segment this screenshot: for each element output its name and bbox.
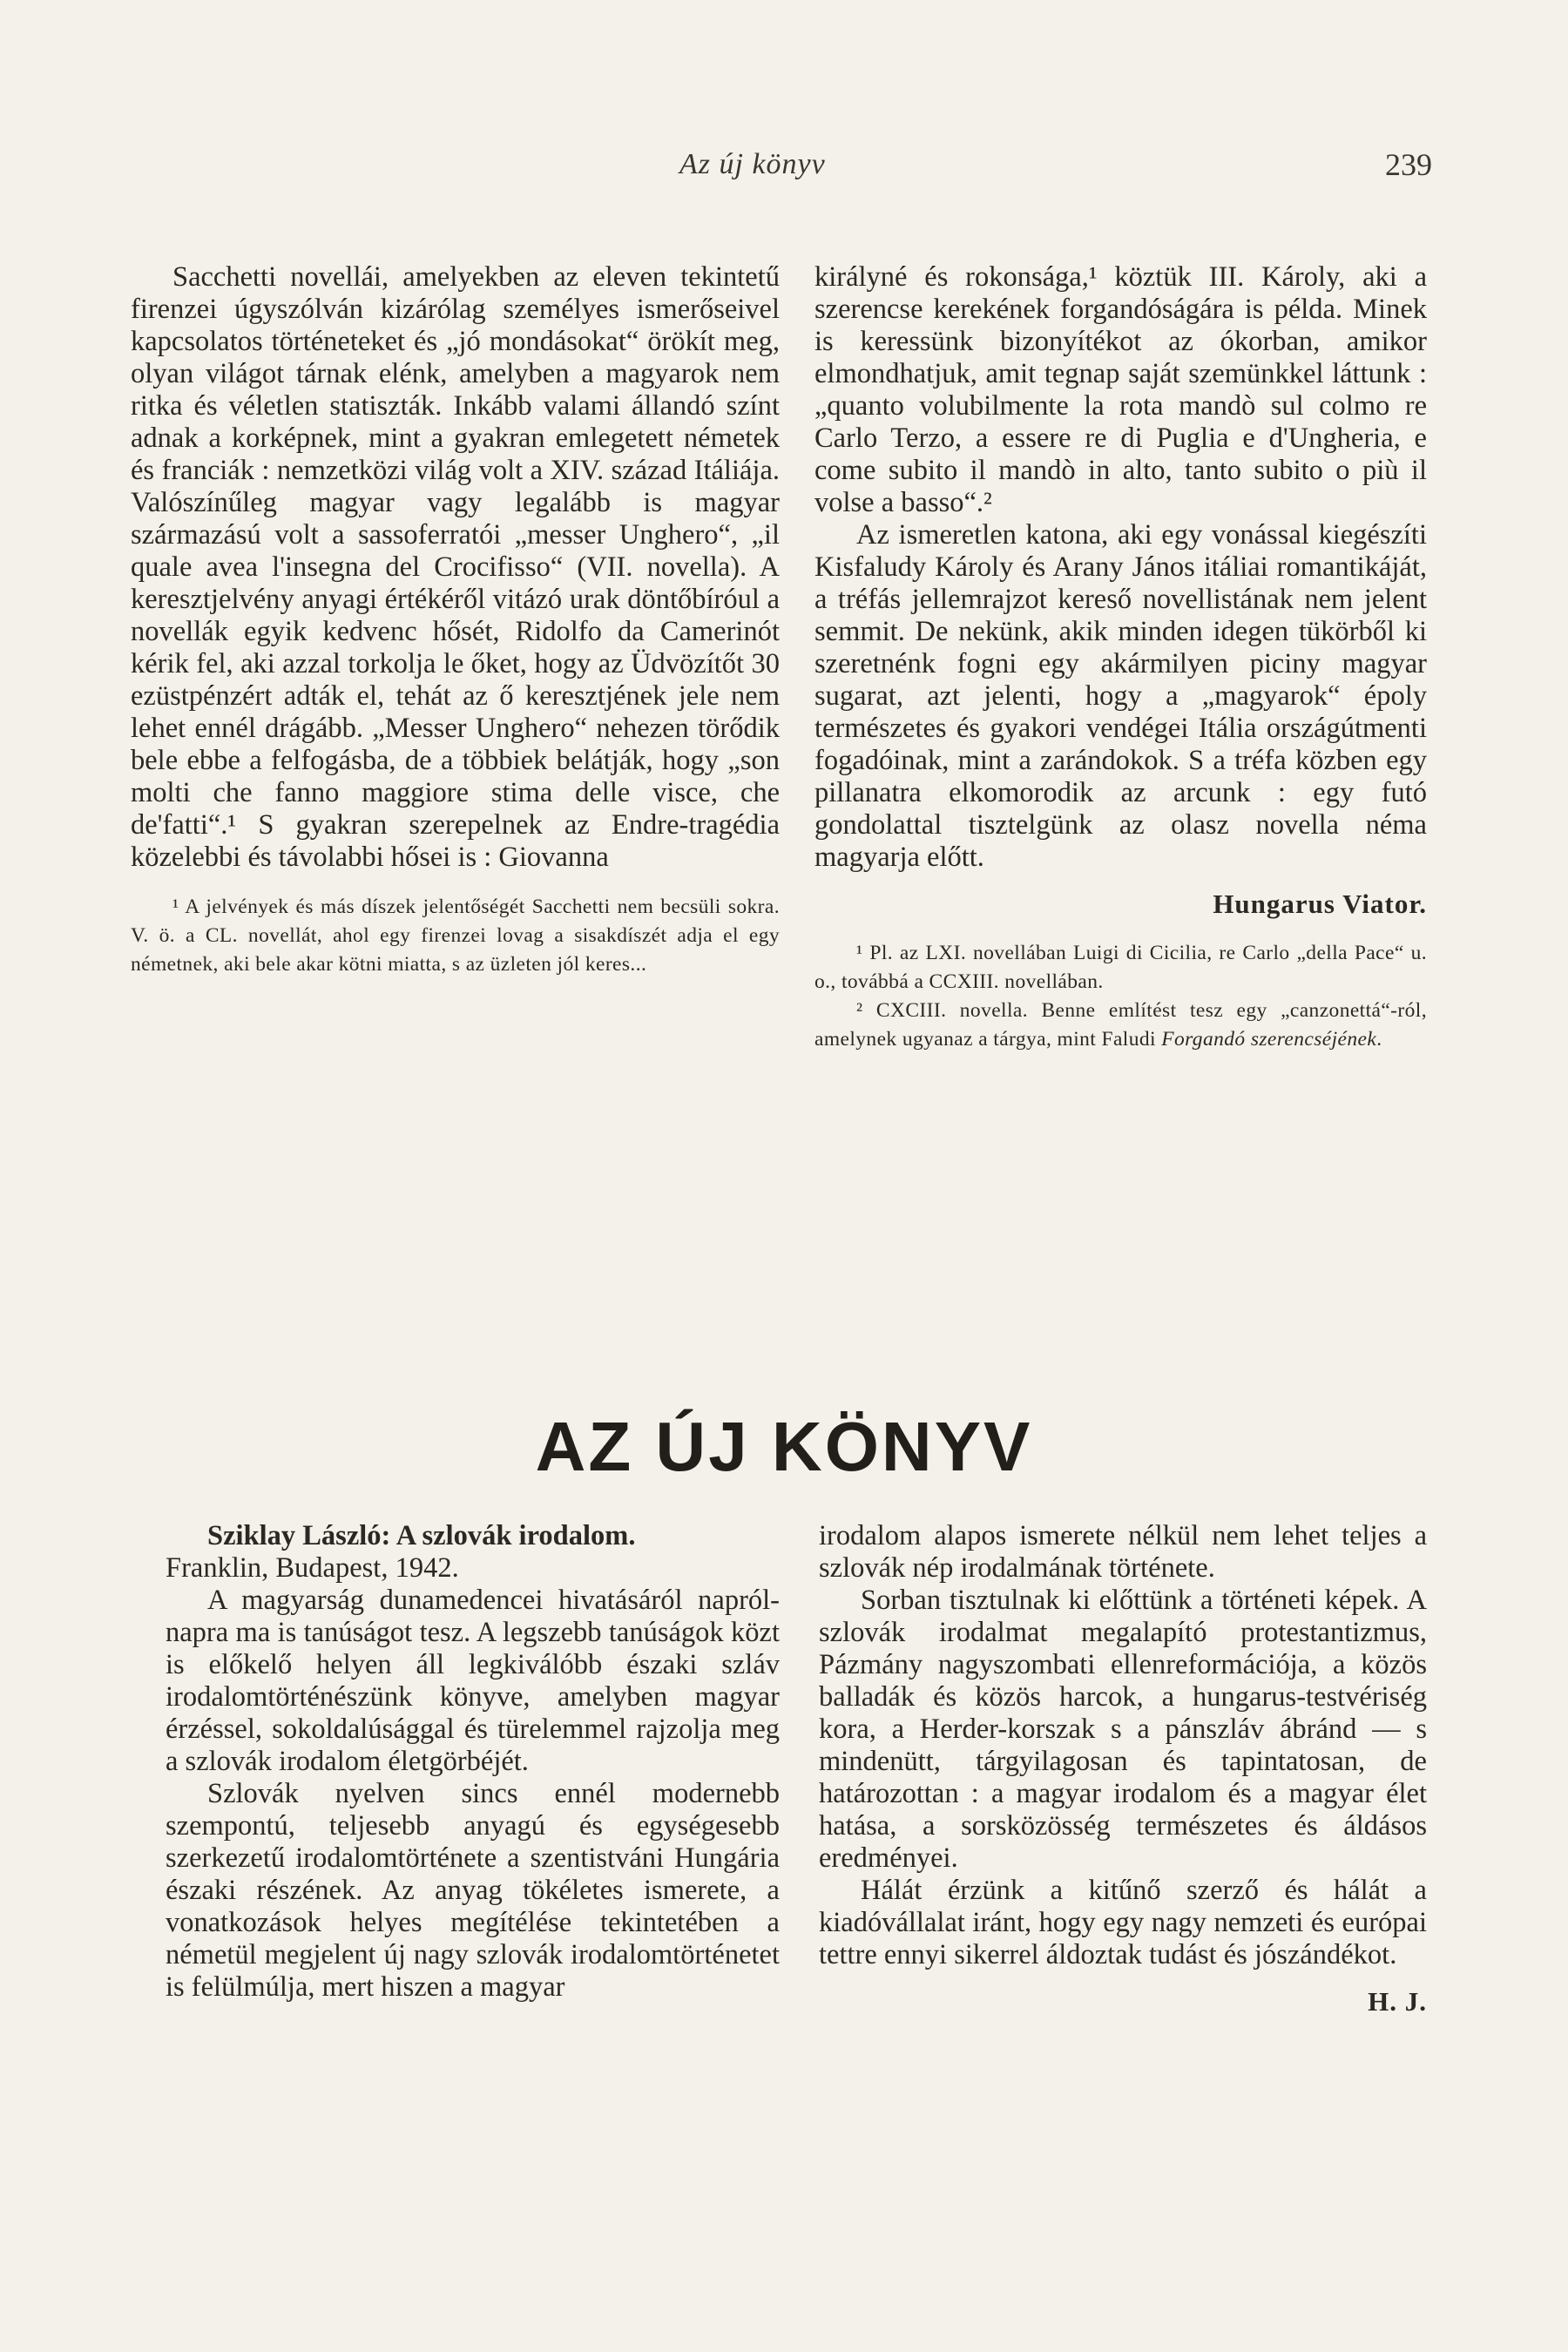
- footnote-text: ¹ A jelvények és más díszek jelentőségét Sacchetti nem becsüli sokra. V. ö. a CL. novellát, ahol egy firenzei lovag a sisakdíszét adja el egy németnek, aki bele akar kötni miatta, s az üzleten jól keres...: [131, 896, 780, 976]
- footnote-left: [131, 893, 780, 979]
- right-column-article: [814, 261, 1427, 1054]
- review-paragraph: A magyarság dunamedencei hivatásáról napról-napra ma is tanúságot tesz. A legszebb tanúságok közt is előkelő helyen áll legkiválóbb északi szláv irodalomtörténészünk könyve, amelyben magyar érzéssel, sokoldalúsággal és türelemmel rajzolja meg a szlovák irodalom életgörbéjét.: [166, 1585, 780, 1777]
- running-title: Az új könyv: [679, 148, 826, 180]
- article-paragraph: Sacchetti novellái, amelyekben az eleven tekintetű firenzei úgyszólván kizárólag személyes ismerőseivel kapcsolatos történeteket és „jó mondásokat“ örökít meg, olyan világot tárnak elénk, amelyben a magyarok nem ritka és véletlen statiszták. Inkább valami állandó színt adnak a korképnek, mint a gyakran emlegetett németek és franciák : nemzetközi világ volt a XIV. század Itáliája. Valószínűleg magyar vagy legalább is magyar származású volt a sassoferratói „messer Unghero“, „il quale avea l'insegna del Crocifisso“ (VII. novella). A keresztjelvény anyagi értékéről vitázó urak döntőbíróul a novellák egyik kedvenc hősét, Ridolfo da Camerinót kérik fel, aki azzal torkolja le őket, hogy az Üdvözítőt 30 ezüstpénzért adták el, tehát az ő keresztjének jele nem lehet ennél drágább. „Messer Unghero“ nehezen törődik bele ebbe a felfogásba, de a többiek belátják, hogy „son molti che fanno maggiore stima delle visce, che de'fatti“.¹ S gyakran szerepelnek az Endre-tragédia közelebbi és távolabbi hősei is : Giovanna: [131, 261, 780, 873]
- footnote-text: ¹ Pl. az LXI. novellában Luigi di Cicilia, re Carlo „della Pace“ u. o., továbbá a CCXIII. novellában.: [814, 942, 1427, 993]
- article-paragraph: Az ismeretlen katona, aki egy vonással kiegészíti Kisfaludy Károly és Arany János itáliai romantikáját, a tréfás jellemrajzot kereső novellistának nem jelent semmit. De nekünk, akik minden idegen tükörből ki szeretnénk fogni egy akármilyen piciny magyar sugarat, azt jelenti, hogy a „magyarok“ époly természetes és gyakori vendégei Itália országútmenti fogadóinak, mint a zarándokok. S a tréfa közben egy pillanatra elkomorodik az arcunk : egy futó gondolattal tisztelgünk az olasz novella néma magyarja előtt.: [814, 519, 1427, 873]
- footnote-italic-title: Forgandó szerencséjének: [1161, 1028, 1377, 1051]
- footnote-text-part: .: [1376, 1028, 1382, 1051]
- review-right-column: [819, 1520, 1427, 2017]
- review-paragraph: Szlovák nyelven sincs ennél modernebb szempontú, teljesebb anyagú és egységesebb szerkezetű irodalomtörténete a szentistváni Hungária északi részének. Az anyag tökéletes ismerete, a vonatkozások helyes megítélése tekintetében a németül megjelent új nagy szlovák irodalomtörténetet is felülmúlja, mert hiszen a magyar: [166, 1778, 780, 2003]
- footnote-text-part: ² CXCIII. novella. Benne említést tesz egy „canzonettá“-ról, amelynek ugyanaz a tárgya, mint Faludi: [814, 999, 1427, 1051]
- page-number: 239: [1385, 147, 1432, 182]
- review-publisher: Franklin, Budapest, 1942.: [166, 1552, 459, 1584]
- article-signature: Hungarus Viator.: [1213, 889, 1427, 919]
- section-title: AZ ÚJ KÖNYV: [535, 1408, 1033, 1485]
- article-paragraph: királyné és rokonsága,¹ köztük III. Károly, aki a szerencse kerekének forgandóságára is példa. Minek is keressünk bizonyítékot az ókorban, amikor elmondhatjuk, amit tegnap saját szemünkkel láttunk : „quanto volubilmente la rota mandò sul colmo re Carlo Terzo, a essere re di Puglia e d'Ungheria, e come subito il mandò in alto, tanto subito o più il volse a basso“.²: [814, 261, 1427, 518]
- footnotes-right: [814, 939, 1427, 1054]
- review-paragraph: irodalom alapos ismerete nélkül nem lehet teljes a szlovák nép irodalmának története.: [819, 1520, 1427, 1584]
- review-author-title: Sziklay László: A szlovák irodalom.: [207, 1520, 636, 1551]
- footnote-text: [814, 997, 1427, 1054]
- left-column-article: [131, 261, 780, 979]
- review-heading: [166, 1520, 780, 1552]
- review-left-column: [166, 1520, 780, 2004]
- review-signature: H. J.: [1368, 1986, 1427, 2017]
- review-paragraph: Hálát érzünk a kitűnő szerző és hálát a kiadóvállalat iránt, hogy egy nagy nemzeti és európai tettre ennyi sikerrel áldoztak tudást és jószándékot.: [819, 1875, 1427, 1970]
- review-paragraph: Sorban tisztulnak ki előttünk a történeti képek. A szlovák irodalmat megalapító protestantizmus, Pázmány nagyszombati ellenreformációja, a közös balladák és közös harcok, a hungarus-testvériség kora, a Herder-korszak s a pánszláv ábránd — s mindenütt, tárgyilagosan és tapintatosan, de határozottan : a magyar irodalom és a magyar élet hatása, a sorsközösség természetes és áldásos eredményei.: [819, 1585, 1427, 1874]
